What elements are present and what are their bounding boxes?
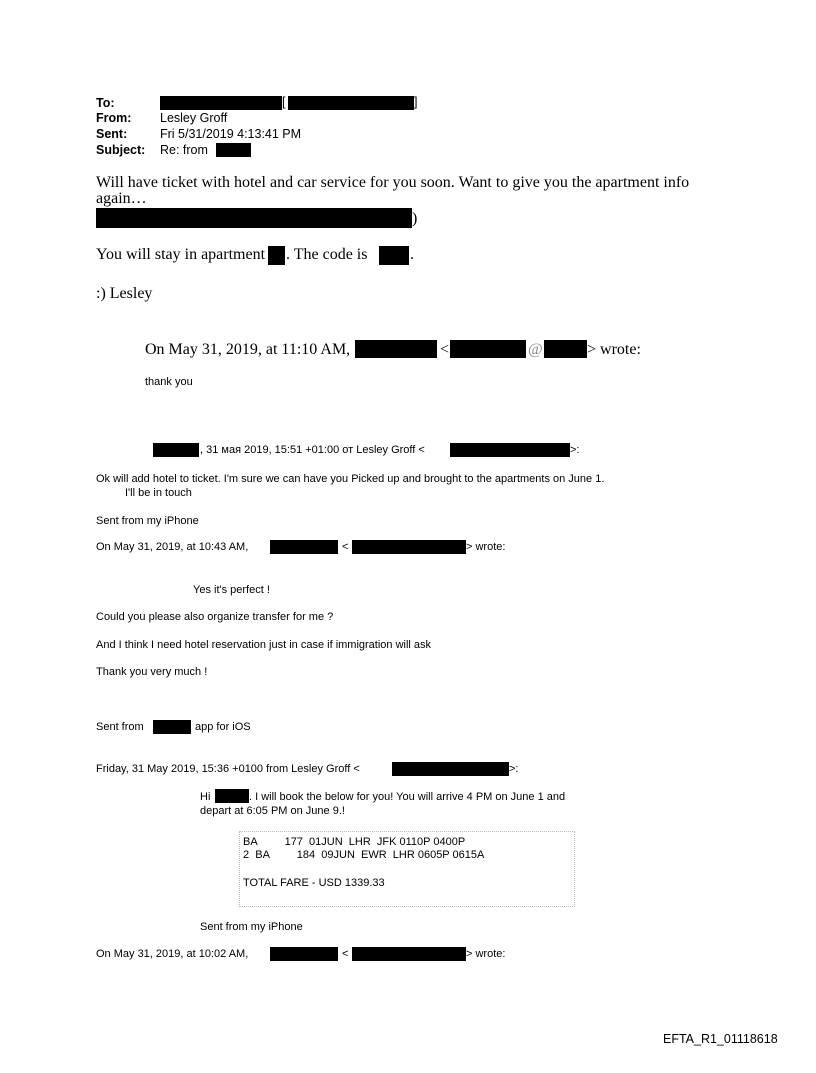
quote3-transfer: Could you please also organize transfer for me ? — [96, 611, 334, 623]
sent-label: Sent: — [96, 127, 128, 141]
quote3-wrote: > wrote: — [466, 541, 506, 553]
quote4-depart: depart at 6:05 PM on June 9.! — [200, 805, 345, 817]
quote3-perfect: Yes it's perfect ! — [193, 584, 270, 596]
quote1-text: thank you — [145, 376, 193, 388]
quote5-lt: < — [342, 948, 349, 960]
redaction-block — [216, 143, 251, 157]
redaction-block — [96, 208, 412, 228]
quote3-thanks: Thank you very much ! — [96, 666, 208, 678]
quote2-line-2: I'll be in touch — [125, 487, 192, 499]
to-label: To: — [96, 96, 115, 110]
quote1-lt: < — [440, 341, 450, 358]
signoff: :) Lesley — [96, 285, 153, 302]
quote4-header: Friday, 31 May 2019, 15:36 +0100 from Lesley Groff < — [96, 763, 360, 775]
quote2-line-1: Ok will add hotel to ticket. I'm sure we can have you Picked up and brought to the apartments on June 1. — [96, 473, 605, 485]
quote2-sent-from: Sent from my iPhone — [96, 515, 199, 527]
redaction-block — [215, 789, 249, 803]
quote1-header: On May 31, 2019, at 11:10 AM, — [145, 341, 351, 358]
quote5-wrote: > wrote: — [466, 948, 506, 960]
quote5-header: On May 31, 2019, at 10:02 AM, — [96, 948, 249, 960]
to-bracket-close: ] — [414, 95, 418, 109]
quote4-book: . I will book the below for you! You will arrive 4 PM on June 1 and — [249, 791, 566, 803]
quote3-header: On May 31, 2019, at 10:43 AM, — [96, 541, 249, 553]
redaction-block — [450, 340, 526, 358]
quote1-at: @ — [528, 341, 543, 358]
flight-line-2: 2 BA 184 09JUN EWR LHR 0605P 0615A — [243, 849, 485, 861]
apartment-end: . — [410, 246, 414, 263]
apartment-mid: . The code is — [286, 246, 368, 263]
quote3-hotel: And I think I need hotel reservation just in case if immigration will ask — [96, 639, 432, 651]
quote3-lt: < — [342, 541, 349, 553]
redaction-block — [392, 762, 509, 776]
redaction-block — [270, 947, 338, 961]
quote2-header: , 31 мая 2019, 15:51 +01:00 от Lesley Groff < — [200, 444, 425, 456]
quote3-sent-from-pre: Sent from — [96, 721, 144, 733]
from-label: From: — [96, 111, 132, 125]
redaction-block — [153, 720, 191, 734]
redaction-block — [270, 540, 338, 554]
quote1-wrote: > wrote: — [587, 341, 641, 358]
redaction-block — [379, 246, 409, 265]
quote4-hi: Hi — [200, 791, 211, 803]
redaction-block — [544, 340, 587, 358]
body-line-1: Will have ticket with hotel and car service for you soon. Want to give you the apartment info — [96, 174, 690, 191]
body-line-2: again… — [96, 190, 147, 207]
body-paren: ) — [412, 210, 418, 227]
quote4-header-end: >: — [509, 763, 519, 775]
redaction-block — [160, 96, 282, 110]
quote2-header-end: >: — [570, 444, 580, 456]
redaction-block — [352, 947, 466, 961]
from-value: Lesley Groff — [160, 111, 228, 125]
subject-label: Subject: — [96, 143, 146, 157]
apartment-pre: You will stay in apartment — [96, 246, 266, 263]
redaction-block — [288, 96, 414, 110]
flight-line-1: BA 177 01JUN LHR JFK 0110P 0400P — [243, 836, 466, 848]
sent-value: Fri 5/31/2019 4:13:41 PM — [160, 127, 302, 141]
redaction-block — [450, 443, 570, 457]
redaction-block — [153, 443, 199, 457]
redaction-block — [268, 246, 285, 265]
document-id: EFTA_R1_01118618 — [663, 1032, 778, 1046]
redaction-block — [352, 540, 466, 554]
quote3-sent-from-post: app for iOS — [195, 721, 251, 733]
subject-value: Re: from — [160, 143, 208, 157]
to-bracket-open: [ — [282, 95, 286, 109]
quote4-sent-from: Sent from my iPhone — [200, 921, 303, 933]
total-fare: TOTAL FARE - USD 1339.33 — [243, 877, 385, 889]
redaction-block — [355, 340, 437, 358]
